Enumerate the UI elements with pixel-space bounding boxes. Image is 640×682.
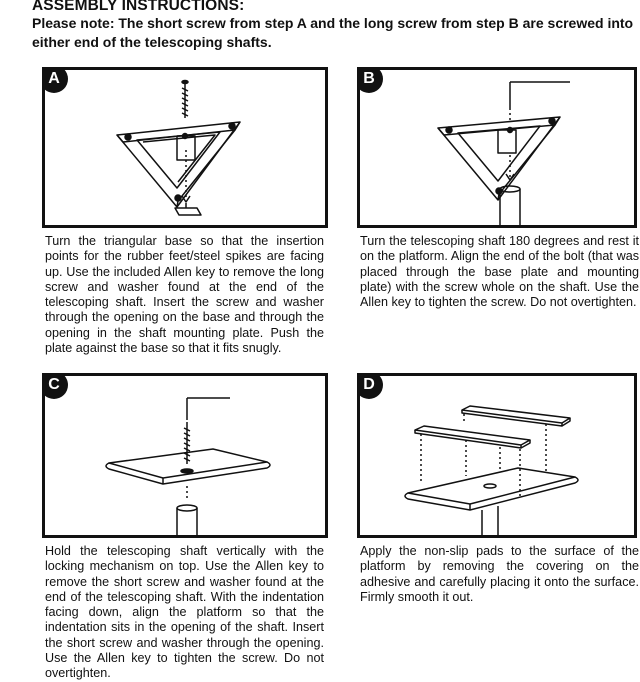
step-c-text: Hold the telescoping shaft vertically with the locking mechanism on top. Use the Allen key to remove the short screw and washer found at the end of the telescoping shaft. With the indentation facing down, align the platform so that the indentation sits in the opening of the shaft. Insert the short screw and washer through the opening. Use the Allen key to tighten the screw. Do not overtighten. [45, 544, 324, 681]
step-b-illustration [357, 67, 637, 228]
step-d-badge: D [357, 373, 383, 399]
step-b-badge: B [357, 67, 383, 93]
step-b-text: Turn the telescoping shaft 180 degrees and rest it on the platform. Align the end of the bolt (that was placed through the base plate and mounting plate) with the screw whole on the shaft. Use the Allen key to tighten the screw. Do not overtighten. [360, 234, 639, 310]
page-title: ASSEMBLY INSTRUCTIONS: [32, 0, 245, 14]
step-a-text: Turn the triangular base so that the insertion points for the rubber feet/steel spikes are facing up. Use the included Allen key to remove the long screw and washer found at the end of the telescoping shaft. Insert the screw and washer through the opening on the base and through the opening in the shaft mounting plate. Push the plate against the base so that it fits snugly. [45, 234, 324, 356]
step-d-illustration [357, 373, 637, 538]
assembly-note: Please note: The short screw from step A and the long screw from step B are screwed into either end of the telescoping shafts. [32, 15, 634, 50]
non-slip-pads-drawing [360, 376, 635, 536]
step-a-badge: A [42, 67, 68, 93]
shaft-on-base-drawing [360, 70, 635, 225]
triangle-base-drawing [45, 70, 325, 225]
step-a-illustration [42, 67, 328, 228]
step-c-illustration [42, 373, 328, 538]
step-d-text: Apply the non-slip pads to the surface of the platform by removing the covering on the adhesive and carefully placing it onto the surface. Firmly smooth it out. [360, 544, 639, 604]
step-c-badge: C [42, 373, 68, 399]
platform-mount-drawing [45, 376, 325, 536]
